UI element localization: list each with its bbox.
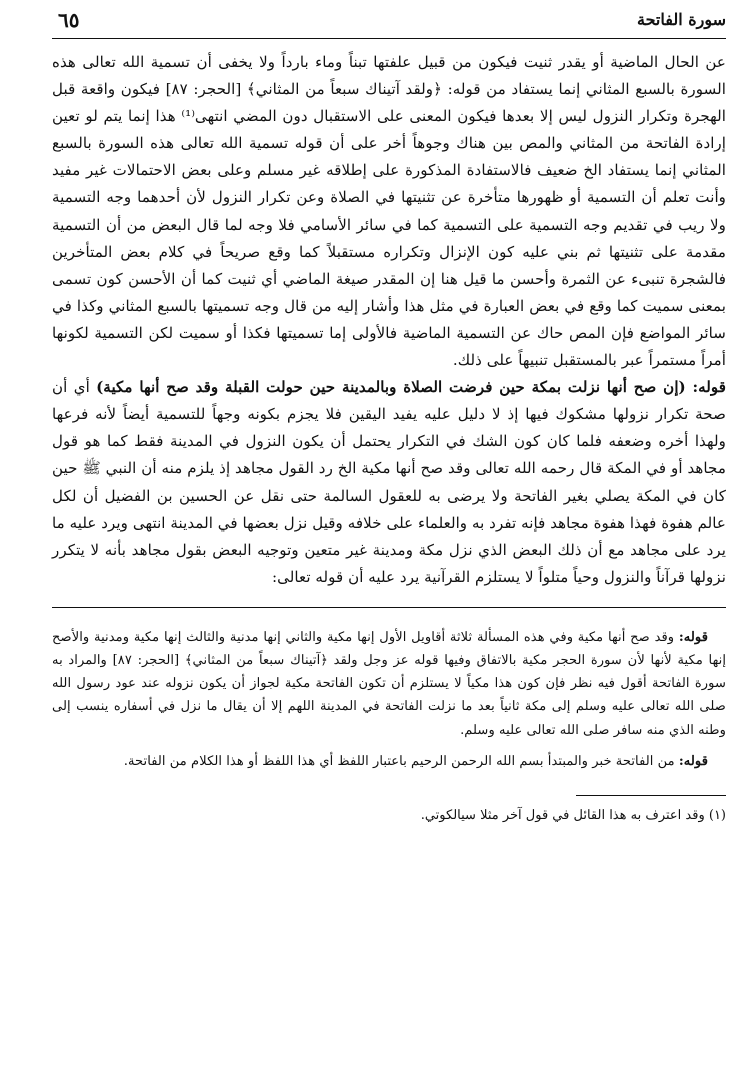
note-2: [52, 750, 726, 773]
page: [52, 8, 726, 1083]
running-head: [52, 8, 726, 39]
note-label: قوله:: [678, 629, 708, 645]
paragraph-text: عن الحال الماضية أو يقدر ثنيت فيكون من قبيل علفتها تبناً وماء بارداً ولا يخفى أن تسمية الله تعالى هذه السورة بالسبع المثاني إنما يستفاد من قوله: ﴿ولقد آتيناك سبعاً من المثاني﴾ [الحجر: ٨٧] فيكون واقعة قبل الهجرة وتكرار النزول ليس إلا بعدها فيكون المعنى على الاستقبال دون المضي انتهى⁽¹⁾ هذا إنما يتم لو تعين إرادة الفاتحة من المثاني والمص بين هناك وجوهاً أخر على أن قوله تسمية الله تعالى هذه السورة بالسبع المثاني إنما يستفاد الخ ضعيف فالاستفادة المذكورة على إطلاقه غير مسلم وعلى بعض الاحتمالات غير مفيد وأنت تعلم أن التسمية أو ظهورها متأخرة عن تثنيتها في الصلاة وعن تكرار النزول لأن أحدهما وجه التسمية ولا ريب في تقديم وجه التسمية على التسمية كما في سائر الأسامي فلا وجه لما قال البعض من أن التسمية مقدمة على تثنيتها ثم بني عليه كون الإنزال وتكراره مستقبلاً كما وقع صريحاً في كلام بعض المتأخرين فالشجرة تنبىء عن الثمرة وأحسن ما قيل هنا إن المقدر صيغة الماضي أي ثنيت كما أن الأحسن كون تسمى بمعنى سميت كما وقع في بعض العبارة في مثل هذا وأشار إليه من قال وجه تسميتها بالسبع المثاني وكذا في سائر المواضع فإن المص حاك عن التسمية الماضية فالأولى إما تسميتها فكذا أو سميت لكن التسمية لكونها أمراً مستمراً عبر بالمستقبل تنبيهاً على ذلك.: [52, 53, 726, 370]
note-text: وقد صح أنها مكية وفي هذه المسألة ثلاثة أقاويل الأول إنها مكية والثاني إنها مدنية والثالث إنها مكية ومدنية والأصح إنها مكية لأنها لأن سورة الحجر مكية بالاتفاق وفيها قوله عز وجل ولقد ﴿آتيناك سبعاً من المثاني﴾ [الحجر: ٨٧] والمراد به سورة الفاتحة أقول فيه نظر فإن كون هذا مكياً لا يستلزم أن تكون الفاتحة مكية لجواز أن يكون نزوله عند عود رسول الله صلى الله تعالى عليه وسلم إلى مكة ثانياً بعد ما نزلت الفاتحة في المدينة اللهم إلا أن يقال ما نزل في أسفاره ينسب إلى وطنه الذي منه سافر صلى الله تعالى عليه وسلم.: [52, 629, 726, 738]
commentary-notes: [52, 626, 726, 773]
main-paragraph-1: [52, 49, 726, 374]
main-paragraph-2: [52, 374, 726, 591]
running-title: سورة الفاتحة: [637, 10, 726, 29]
paragraph-label: قوله: (إن صح أنها نزلت بمكة حين فرضت الصلاة وبالمدينة حين حولت القبلة وقد صح أنها مكية): [96, 378, 726, 397]
page-number: ٦٥: [58, 8, 80, 32]
note-label: قوله:: [678, 753, 708, 769]
note-1: [52, 626, 726, 742]
notes-divider: [52, 607, 726, 608]
note-text: من الفاتحة خبر والمبتدأ بسم الله الرحمن الرحيم باعتبار اللفظ أي هذا اللفظ أو هذا الكلام من الفاتحة.: [123, 753, 679, 769]
main-text: [52, 49, 726, 591]
footnote-rule: [576, 795, 726, 796]
paragraph-text: أي أن صحة تكرار نزولها مشكوك فيها إذ لا دليل عليه يفيد اليقين فلا يجزم بكونه وجهاً للتسمية أيضاً لأنه فرعها ولهذا أخره وضعفه فلما كان كون الشك في التكرار يحتمل أن يكون النزول في المدينة فقط كما هو قول مجاهد أو في المكة قال رحمه الله تعالى وقد صح أنها مكية الخ رد القول مجاهد إذ يلزم منه أن النبي ﷺ حين كان في المكة يصلي بغير الفاتحة ولا يرضى به للعقول السالمة حتى نقل عن الحسين بن الفضيل أن لكل عالم هفوة فهذا هفوة مجاهد فإنه تفرد به والعلماء على خلافه وقيل نزل بعضها في المدينة انتهى ويرد عليه ما يرد على مجاهد مع أن ذلك البعض الذي نزل مكة ومدينة غير متعين وتوجيه البعض بقول مجاهد بأنه لا يتكرر نزولها قرآناً والنزول وحياً متلواً لا يستلزم القرآنية يرد عليه أن قوله تعالى:: [52, 378, 726, 586]
footnote: (١) وقد اعترف به هذا القائل في قول آخر مثلا سيالكوتي.: [420, 808, 726, 824]
